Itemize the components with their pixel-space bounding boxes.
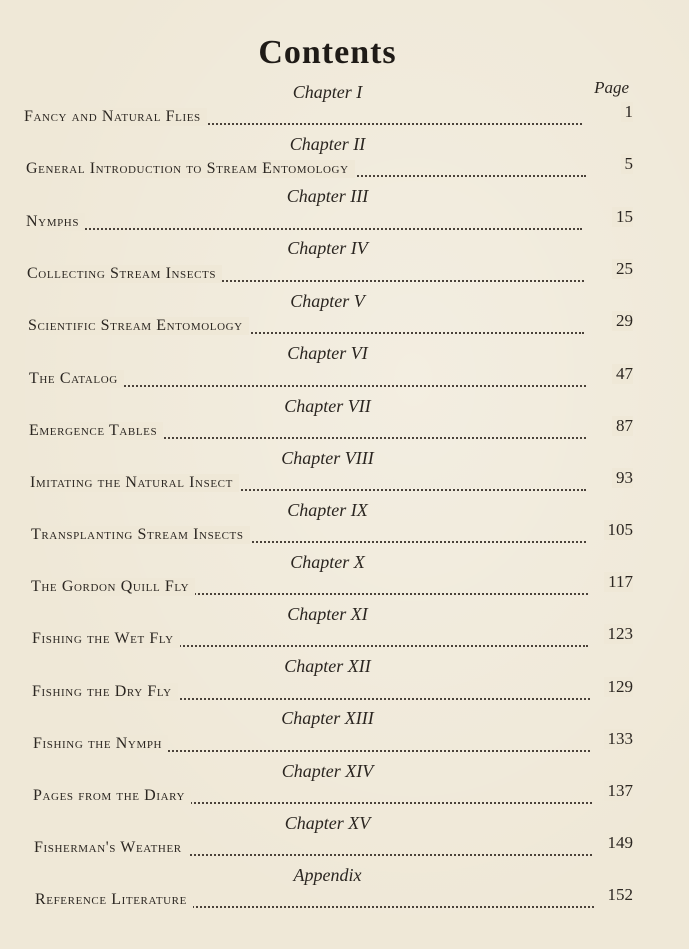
entry-title: Fancy and Natural Flies bbox=[24, 108, 207, 126]
chapter-label: Chapter V bbox=[290, 291, 365, 311]
page-number: 105 bbox=[604, 520, 634, 540]
chapter-label: Chapter VII bbox=[284, 396, 371, 416]
chapter-label: Chapter X bbox=[290, 552, 365, 572]
chapter-label: Appendix bbox=[293, 865, 362, 885]
entry-title: Collecting Stream Insects bbox=[27, 265, 222, 283]
toc-entry bbox=[0, 885, 689, 915]
page-number: 137 bbox=[604, 781, 634, 801]
chapter-label: Chapter XII bbox=[284, 656, 371, 676]
toc-entry bbox=[0, 677, 689, 707]
page-number: 29 bbox=[612, 311, 633, 331]
toc-entry bbox=[0, 624, 689, 654]
toc-entry bbox=[0, 781, 689, 811]
toc-entry bbox=[0, 311, 689, 341]
entry-title: Emergence Tables bbox=[29, 422, 163, 440]
toc-entry bbox=[0, 154, 689, 184]
entry-title: Scientific Stream Entomology bbox=[28, 317, 249, 335]
chapter-label: Chapter I bbox=[292, 82, 363, 102]
entry-title: Fishing the Nymph bbox=[33, 735, 168, 753]
entry-title: Imitating the Natural Insect bbox=[30, 474, 239, 492]
page-number: 47 bbox=[612, 364, 633, 384]
entry-title: Transplanting Stream Insects bbox=[31, 526, 250, 544]
toc-entry bbox=[0, 572, 689, 602]
page-number: 15 bbox=[612, 207, 633, 227]
page-number: 117 bbox=[604, 572, 633, 592]
toc-entry bbox=[0, 416, 689, 446]
chapter-label: Chapter XIII bbox=[281, 708, 374, 728]
chapter-label: Chapter VIII bbox=[281, 448, 374, 468]
page-number: 152 bbox=[604, 885, 634, 905]
toc-entry bbox=[0, 207, 689, 237]
toc-entry bbox=[0, 833, 689, 863]
toc-entry bbox=[0, 259, 689, 289]
page-number: 25 bbox=[612, 259, 633, 279]
page-number: 93 bbox=[612, 468, 633, 488]
page-number: 149 bbox=[604, 833, 634, 853]
page-number: 87 bbox=[612, 416, 633, 436]
toc-entry bbox=[0, 729, 689, 759]
page-number: 133 bbox=[604, 729, 634, 749]
toc-entry bbox=[0, 520, 689, 550]
chapter-label: Chapter VI bbox=[287, 343, 368, 363]
entry-title: Fishing the Dry Fly bbox=[32, 683, 178, 701]
entry-title: Nymphs bbox=[26, 213, 85, 231]
toc-entry bbox=[0, 364, 689, 394]
entry-title: Fisherman's Weather bbox=[34, 839, 188, 857]
page-number: 5 bbox=[621, 154, 634, 174]
page-column-label: Page bbox=[594, 78, 629, 97]
entry-title: Pages from the Diary bbox=[33, 787, 191, 805]
entry-title: Reference Literature bbox=[35, 891, 193, 909]
page-number: 1 bbox=[621, 102, 634, 122]
page-number: 129 bbox=[604, 677, 634, 697]
chapter-label: Chapter IV bbox=[287, 238, 368, 258]
chapter-label: Chapter XI bbox=[287, 604, 368, 624]
chapter-label: Chapter XIV bbox=[281, 761, 374, 781]
entry-title: The Catalog bbox=[29, 370, 124, 388]
toc-entry bbox=[0, 468, 689, 498]
chapter-label: Chapter III bbox=[286, 186, 369, 206]
chapter-label: Chapter IX bbox=[287, 500, 368, 520]
chapter-label: Chapter II bbox=[289, 134, 366, 154]
entry-title: Fishing the Wet Fly bbox=[32, 630, 180, 648]
entry-title: General Introduction to Stream Entomology bbox=[26, 160, 355, 178]
page-title: Contents bbox=[258, 34, 397, 71]
toc-entry bbox=[0, 102, 689, 132]
chapter-label: Chapter XV bbox=[284, 813, 371, 833]
page-number: 123 bbox=[604, 624, 634, 644]
dot-leader bbox=[49, 383, 586, 387]
entry-title: The Gordon Quill Fly bbox=[31, 578, 195, 596]
dot-leader bbox=[46, 226, 582, 230]
